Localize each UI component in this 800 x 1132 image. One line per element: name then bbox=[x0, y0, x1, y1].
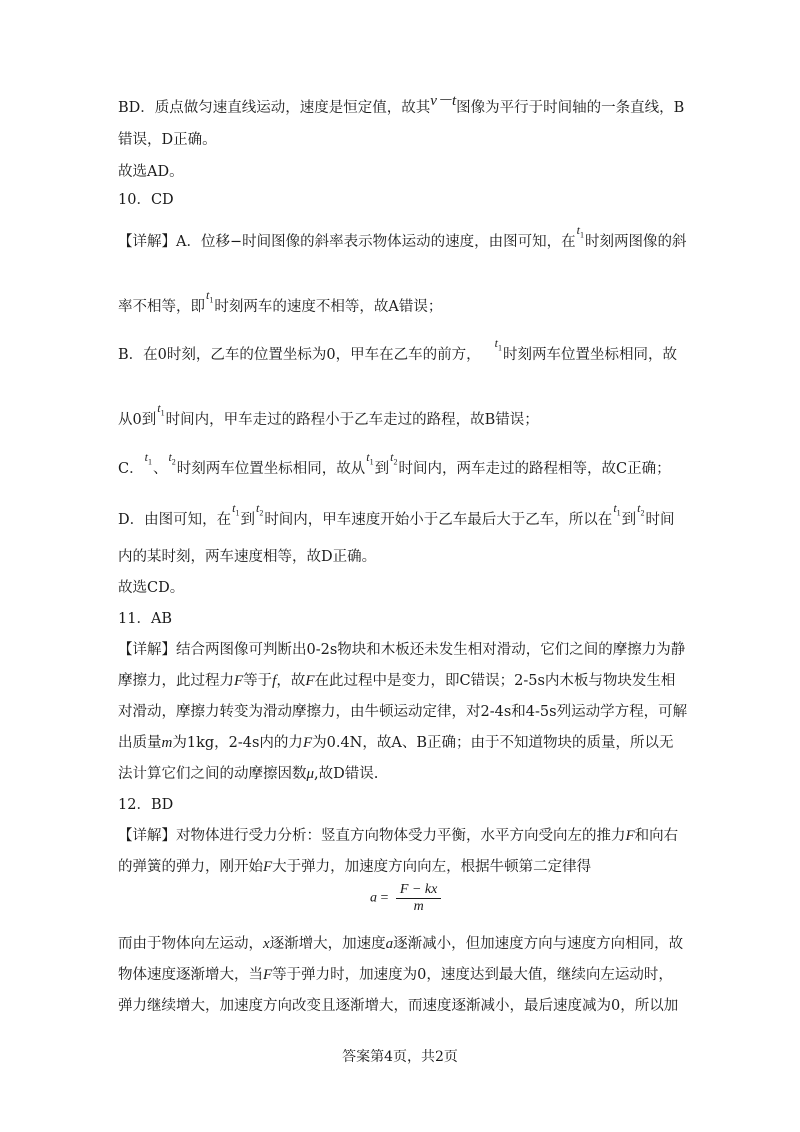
text-line bbox=[118, 223, 687, 257]
question-number: 11．AB bbox=[118, 611, 173, 627]
text-span: D．由图可知，在 bbox=[118, 512, 232, 528]
text-span: 率不相等，即 bbox=[118, 299, 205, 315]
text-line: 【详解】结合两图像可判断出0-2s物块和木板还未发生相对滑动，它们之间的摩擦力为静 bbox=[118, 642, 686, 658]
text-span: 出质量 bbox=[118, 735, 162, 751]
text-span: 等于弹力时，加速度为0，速度达到最大值，继续向左运动时， bbox=[272, 967, 673, 983]
text-span: 时刻两车位置坐标相同，故 bbox=[502, 347, 677, 363]
math-t1: $t_1$ bbox=[206, 288, 214, 305]
text-span: 到 bbox=[374, 461, 390, 477]
text-span: 为1kg，2-4s内的力 bbox=[172, 735, 303, 751]
math-t1: $t_1$ bbox=[144, 450, 152, 467]
formula-fraction bbox=[396, 882, 441, 915]
question-number: 10．CD bbox=[118, 192, 174, 208]
text-line bbox=[118, 764, 378, 784]
text-line: 对滑动，摩擦力转变为滑动摩擦力，由牛顿运动定律，对2-4s和4-5s列运动学方程，可解 bbox=[118, 704, 688, 720]
text-span: 【详解】对物体进行受力分析：竖直方向物体受力平衡，水平方向受向左的推力 bbox=[118, 828, 626, 844]
text-span: 时刻两车位置坐标相同，故从 bbox=[176, 461, 366, 477]
text-span: 、 bbox=[152, 461, 168, 477]
text-line: 内的某时刻，两车速度相等，故D正确。 bbox=[118, 549, 377, 565]
text-line bbox=[118, 401, 539, 435]
text-line bbox=[118, 934, 683, 954]
math-t1: $t_1$ bbox=[576, 223, 584, 240]
text-line bbox=[118, 671, 675, 691]
math-t2: $t_2$ bbox=[390, 450, 398, 467]
text-span: 的弹簧的弹力，刚开始 bbox=[118, 859, 263, 875]
math-vt: v－t bbox=[430, 93, 457, 109]
text-line: 故选CD。 bbox=[118, 580, 185, 596]
math-a: a bbox=[385, 936, 394, 952]
text-line: 故选AD。 bbox=[118, 164, 184, 180]
text-span: 时间内，两车走过的路程相等，故C正确； bbox=[398, 461, 671, 477]
text-line bbox=[118, 288, 443, 322]
formula-lhs: a bbox=[370, 890, 377, 906]
formula-numerator: F − kx bbox=[396, 882, 441, 899]
formula-denominator: m bbox=[413, 899, 424, 914]
text-span: B．在0时刻，乙车的位置坐标为0，甲车在乙车的前方， bbox=[118, 347, 481, 363]
math-t2: $t_2$ bbox=[168, 450, 176, 467]
text-span: 时间 bbox=[645, 512, 675, 528]
math-t1: $t_1$ bbox=[613, 501, 621, 518]
math-F: F bbox=[234, 673, 244, 689]
text-span: 法计算它们之间的动摩擦因数 bbox=[118, 766, 307, 782]
text-span: 【详解】A．位移−时间图像的斜率表示物体运动的速度，由图可知，在 bbox=[118, 234, 576, 250]
text-span: C． bbox=[118, 461, 144, 477]
math-F: F bbox=[263, 859, 273, 875]
text-span: 时间内，甲车走过的路程小于乙车走过的路程，故B错误； bbox=[165, 412, 539, 428]
text-line bbox=[118, 336, 677, 370]
text-line bbox=[118, 965, 673, 985]
newton-second-law-formula bbox=[370, 882, 441, 915]
text-span: 在此过程中是变力，即C错误；2-5s内木板与物块发生相 bbox=[314, 673, 676, 689]
text-span: 而由于物体向左运动， bbox=[118, 936, 263, 952]
math-t1: $t_1$ bbox=[366, 450, 374, 467]
math-f: f bbox=[272, 673, 277, 689]
math-t1: $t_1$ bbox=[494, 336, 502, 353]
text-span: 到 bbox=[240, 512, 255, 528]
text-span: 从0到 bbox=[118, 412, 157, 428]
text-span: 逐渐增大，加速度 bbox=[269, 936, 386, 952]
text-span: 图像为平行于时间轴的一条直线，B bbox=[456, 100, 685, 116]
question-number: 12．BD bbox=[118, 797, 174, 813]
math-t2: $t_2$ bbox=[255, 501, 264, 518]
text-span: 到 bbox=[621, 512, 637, 528]
text-line bbox=[118, 826, 678, 846]
text-span: ，故 bbox=[276, 673, 306, 689]
text-span: 大于弹力，加速度方向向左，根据牛顿第二定律得 bbox=[272, 859, 592, 875]
math-F: F bbox=[263, 967, 273, 983]
math-x: x bbox=[263, 936, 270, 952]
text-span: 摩擦力，此过程力 bbox=[118, 673, 234, 689]
text-span: 时刻两图像的斜 bbox=[584, 234, 687, 250]
math-t1: $t_1$ bbox=[157, 401, 165, 418]
text-line bbox=[118, 93, 685, 118]
text-line: 错误，D正确。 bbox=[118, 132, 217, 148]
math-F: F bbox=[625, 828, 635, 844]
math-t1: $t_1$ bbox=[232, 501, 240, 518]
text-span: 等于 bbox=[243, 673, 273, 689]
text-span: 逐渐减小，但加速度方向与速度方向相同，故 bbox=[393, 936, 684, 952]
text-line bbox=[118, 501, 675, 535]
text-line bbox=[118, 450, 671, 484]
text-span: BD．质点做匀速直线运动，速度是恒定值，故其 bbox=[118, 100, 431, 116]
text-span: 物体速度逐渐增大，当 bbox=[118, 967, 263, 983]
formula-equals: = bbox=[380, 890, 389, 906]
page-footer: 答案第4页，共2页 bbox=[342, 1049, 458, 1065]
text-span: ,故D错误. bbox=[314, 766, 379, 782]
text-span: 时刻两车的速度不相等，故A错误； bbox=[214, 299, 443, 315]
text-line: 弹力继续增大，加速度方向改变且逐渐增大，而速度逐渐减小，最后速度减为0，所以加 bbox=[118, 998, 679, 1014]
text-span: 和向右 bbox=[634, 828, 679, 844]
math-t2: $t_2$ bbox=[637, 501, 645, 518]
math-mu: μ bbox=[306, 766, 315, 782]
text-span: 为0.4N，故A、B正确；由于不知道物块的质量，所以无 bbox=[312, 735, 674, 751]
math-F: F bbox=[302, 735, 313, 751]
math-F: F bbox=[305, 673, 315, 689]
text-line bbox=[118, 733, 673, 753]
math-m: m bbox=[161, 735, 173, 751]
text-span: 时间内，甲车速度开始小于乙车最后大于乙车，所以在 bbox=[264, 512, 613, 528]
text-line bbox=[118, 857, 591, 877]
